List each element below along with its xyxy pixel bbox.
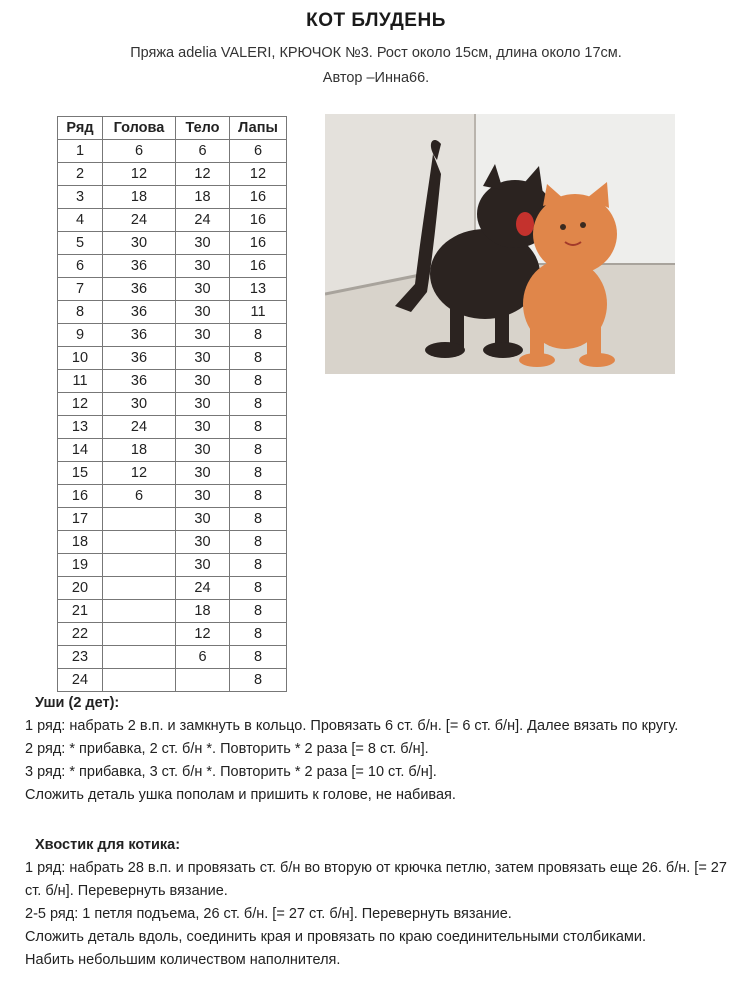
ears-heading: Уши (2 дет): xyxy=(35,695,120,711)
body-count-cell: 6 xyxy=(176,646,230,669)
row-number-cell: 10 xyxy=(58,347,103,370)
row-number-cell: 14 xyxy=(58,439,103,462)
body-count-cell: 30 xyxy=(176,554,230,577)
head-count-cell: 30 xyxy=(103,232,176,255)
head-count-cell: 36 xyxy=(103,324,176,347)
head-count-cell xyxy=(103,646,176,669)
table-row xyxy=(58,600,287,623)
ears-line: 3 ряд: * прибавка, 3 ст. б/н *. Повторить * 2 раза [= 10 ст. б/н]. xyxy=(25,764,437,780)
row-number-cell: 8 xyxy=(58,301,103,324)
head-count-cell: 24 xyxy=(103,416,176,439)
row-number-cell: 11 xyxy=(58,370,103,393)
body-count-cell: 30 xyxy=(176,393,230,416)
row-number-cell: 21 xyxy=(58,600,103,623)
table-row xyxy=(58,462,287,485)
head-count-cell: 36 xyxy=(103,278,176,301)
paws-count-cell: 8 xyxy=(230,600,287,623)
row-number-cell: 5 xyxy=(58,232,103,255)
column-header-paws: Лапы xyxy=(230,117,287,140)
column-header-head: Голова xyxy=(103,117,176,140)
head-count-cell: 36 xyxy=(103,255,176,278)
row-number-cell: 3 xyxy=(58,186,103,209)
row-number-cell: 16 xyxy=(58,485,103,508)
ears-line: Сложить деталь ушка пополам и пришить к голове, не набивая. xyxy=(25,787,456,803)
table-row xyxy=(58,416,287,439)
head-count-cell: 6 xyxy=(103,140,176,163)
page-title: КОТ БЛУДЕНЬ xyxy=(306,10,446,31)
head-count-cell: 36 xyxy=(103,301,176,324)
body-count-cell: 24 xyxy=(176,577,230,600)
author-line: Автор –Инна66. xyxy=(322,70,430,86)
paws-count-cell: 8 xyxy=(230,577,287,600)
row-number-cell: 1 xyxy=(58,140,103,163)
paws-count-cell: 8 xyxy=(230,462,287,485)
paws-count-cell: 8 xyxy=(230,393,287,416)
table-row xyxy=(58,255,287,278)
table-row xyxy=(58,209,287,232)
row-number-cell: 7 xyxy=(58,278,103,301)
tail-line: Сложить деталь вдоль, соединить края и провязать по краю соединительными столбиками. xyxy=(25,929,647,945)
table-row xyxy=(58,163,287,186)
paws-count-cell: 8 xyxy=(230,439,287,462)
table-row xyxy=(58,669,287,692)
row-number-cell: 18 xyxy=(58,531,103,554)
table-row xyxy=(58,577,287,600)
paws-count-cell: 8 xyxy=(230,554,287,577)
paws-count-cell: 12 xyxy=(230,163,287,186)
table-row xyxy=(58,439,287,462)
paws-count-cell: 16 xyxy=(230,209,287,232)
head-count-cell: 36 xyxy=(103,370,176,393)
paws-count-cell: 8 xyxy=(230,324,287,347)
row-number-cell: 24 xyxy=(58,669,103,692)
body-count-cell: 18 xyxy=(176,186,230,209)
row-number-cell: 22 xyxy=(58,623,103,646)
ears-line: 2 ряд: * прибавка, 2 ст. б/н *. Повторить * 2 раза [= 8 ст. б/н]. xyxy=(25,741,429,757)
head-count-cell xyxy=(103,669,176,692)
head-count-cell: 18 xyxy=(103,186,176,209)
body-count-cell: 6 xyxy=(176,140,230,163)
head-count-cell: 36 xyxy=(103,347,176,370)
row-number-cell: 23 xyxy=(58,646,103,669)
head-count-cell xyxy=(103,508,176,531)
paws-count-cell: 8 xyxy=(230,531,287,554)
head-count-cell xyxy=(103,531,176,554)
body-count-cell: 30 xyxy=(176,462,230,485)
table-row xyxy=(58,186,287,209)
row-number-cell: 2 xyxy=(58,163,103,186)
head-count-cell: 18 xyxy=(103,439,176,462)
paws-count-cell: 16 xyxy=(230,255,287,278)
column-header-body: Тело xyxy=(176,117,230,140)
table-row xyxy=(58,508,287,531)
row-number-cell: 17 xyxy=(58,508,103,531)
cats-photo xyxy=(325,114,675,374)
paws-count-cell: 8 xyxy=(230,370,287,393)
rows-table xyxy=(57,116,287,692)
body-count-cell: 30 xyxy=(176,531,230,554)
body-count-cell: 12 xyxy=(176,623,230,646)
table-row xyxy=(58,370,287,393)
table-row xyxy=(58,347,287,370)
table-row xyxy=(58,301,287,324)
paws-count-cell: 8 xyxy=(230,347,287,370)
tail-section xyxy=(25,834,737,972)
body-count-cell: 30 xyxy=(176,508,230,531)
table-row xyxy=(58,646,287,669)
table-row xyxy=(58,531,287,554)
column-header-row: Ряд xyxy=(58,117,103,140)
tail-line: 2-5 ряд: 1 петля подъема, 26 ст. б/н. [= 27 ст. б/н]. Перевернуть вязание. xyxy=(25,906,512,922)
body-count-cell: 30 xyxy=(176,324,230,347)
row-number-cell: 20 xyxy=(58,577,103,600)
table-row xyxy=(58,554,287,577)
head-count-cell xyxy=(103,600,176,623)
paws-count-cell: 8 xyxy=(230,669,287,692)
ears-section xyxy=(25,692,737,807)
body-count-cell: 30 xyxy=(176,416,230,439)
head-count-cell xyxy=(103,554,176,577)
row-number-cell: 12 xyxy=(58,393,103,416)
head-count-cell: 12 xyxy=(103,462,176,485)
tail-heading: Хвостик для котика: xyxy=(35,837,181,853)
body-count-cell: 30 xyxy=(176,347,230,370)
yarn-info: Пряжа adelia VALERI, КРЮЧОК №3. Рост около 15см, длина около 17см. xyxy=(130,45,622,61)
row-number-cell: 9 xyxy=(58,324,103,347)
paws-count-cell: 8 xyxy=(230,508,287,531)
table-header-row xyxy=(58,117,287,140)
paws-count-cell: 8 xyxy=(230,416,287,439)
row-number-cell: 6 xyxy=(58,255,103,278)
body-count-cell xyxy=(176,669,230,692)
table-row xyxy=(58,324,287,347)
body-count-cell: 30 xyxy=(176,485,230,508)
paws-count-cell: 6 xyxy=(230,140,287,163)
head-count-cell: 6 xyxy=(103,485,176,508)
row-number-cell: 15 xyxy=(58,462,103,485)
body-count-cell: 30 xyxy=(176,255,230,278)
table-row xyxy=(58,485,287,508)
table-row xyxy=(58,393,287,416)
body-count-cell: 30 xyxy=(176,278,230,301)
row-number-cell: 19 xyxy=(58,554,103,577)
body-count-cell: 12 xyxy=(176,163,230,186)
body-count-cell: 18 xyxy=(176,600,230,623)
row-number-cell: 13 xyxy=(58,416,103,439)
head-count-cell: 30 xyxy=(103,393,176,416)
head-count-cell: 24 xyxy=(103,209,176,232)
head-count-cell xyxy=(103,577,176,600)
body-count-cell: 30 xyxy=(176,232,230,255)
paws-count-cell: 16 xyxy=(230,186,287,209)
paws-count-cell: 8 xyxy=(230,623,287,646)
table-row xyxy=(58,140,287,163)
paws-count-cell: 16 xyxy=(230,232,287,255)
row-number-cell: 4 xyxy=(58,209,103,232)
ears-line: 1 ряд: набрать 2 в.п. и замкнуть в кольцо. Провязать 6 ст. б/н. [= 6 ст. б/н]. Далее вязать по кругу. xyxy=(25,718,679,734)
table-row xyxy=(58,232,287,255)
paws-count-cell: 13 xyxy=(230,278,287,301)
body-count-cell: 30 xyxy=(176,439,230,462)
tail-line: Набить небольшим количеством наполнителя. xyxy=(25,952,341,968)
head-count-cell xyxy=(103,623,176,646)
head-count-cell: 12 xyxy=(103,163,176,186)
body-count-cell: 24 xyxy=(176,209,230,232)
table-row xyxy=(58,623,287,646)
table-row xyxy=(58,278,287,301)
paws-count-cell: 11 xyxy=(230,301,287,324)
cats-photo-illustration xyxy=(325,114,675,374)
body-count-cell: 30 xyxy=(176,301,230,324)
body-count-cell: 30 xyxy=(176,370,230,393)
paws-count-cell: 8 xyxy=(230,485,287,508)
tail-line: 1 ряд: набрать 28 в.п. и провязать ст. б/н во вторую от крючка петлю, затем провязать еще 26. б/н. [= 27 ст. б/н]. Перевернуть вязание. xyxy=(25,860,727,899)
paws-count-cell: 8 xyxy=(230,646,287,669)
